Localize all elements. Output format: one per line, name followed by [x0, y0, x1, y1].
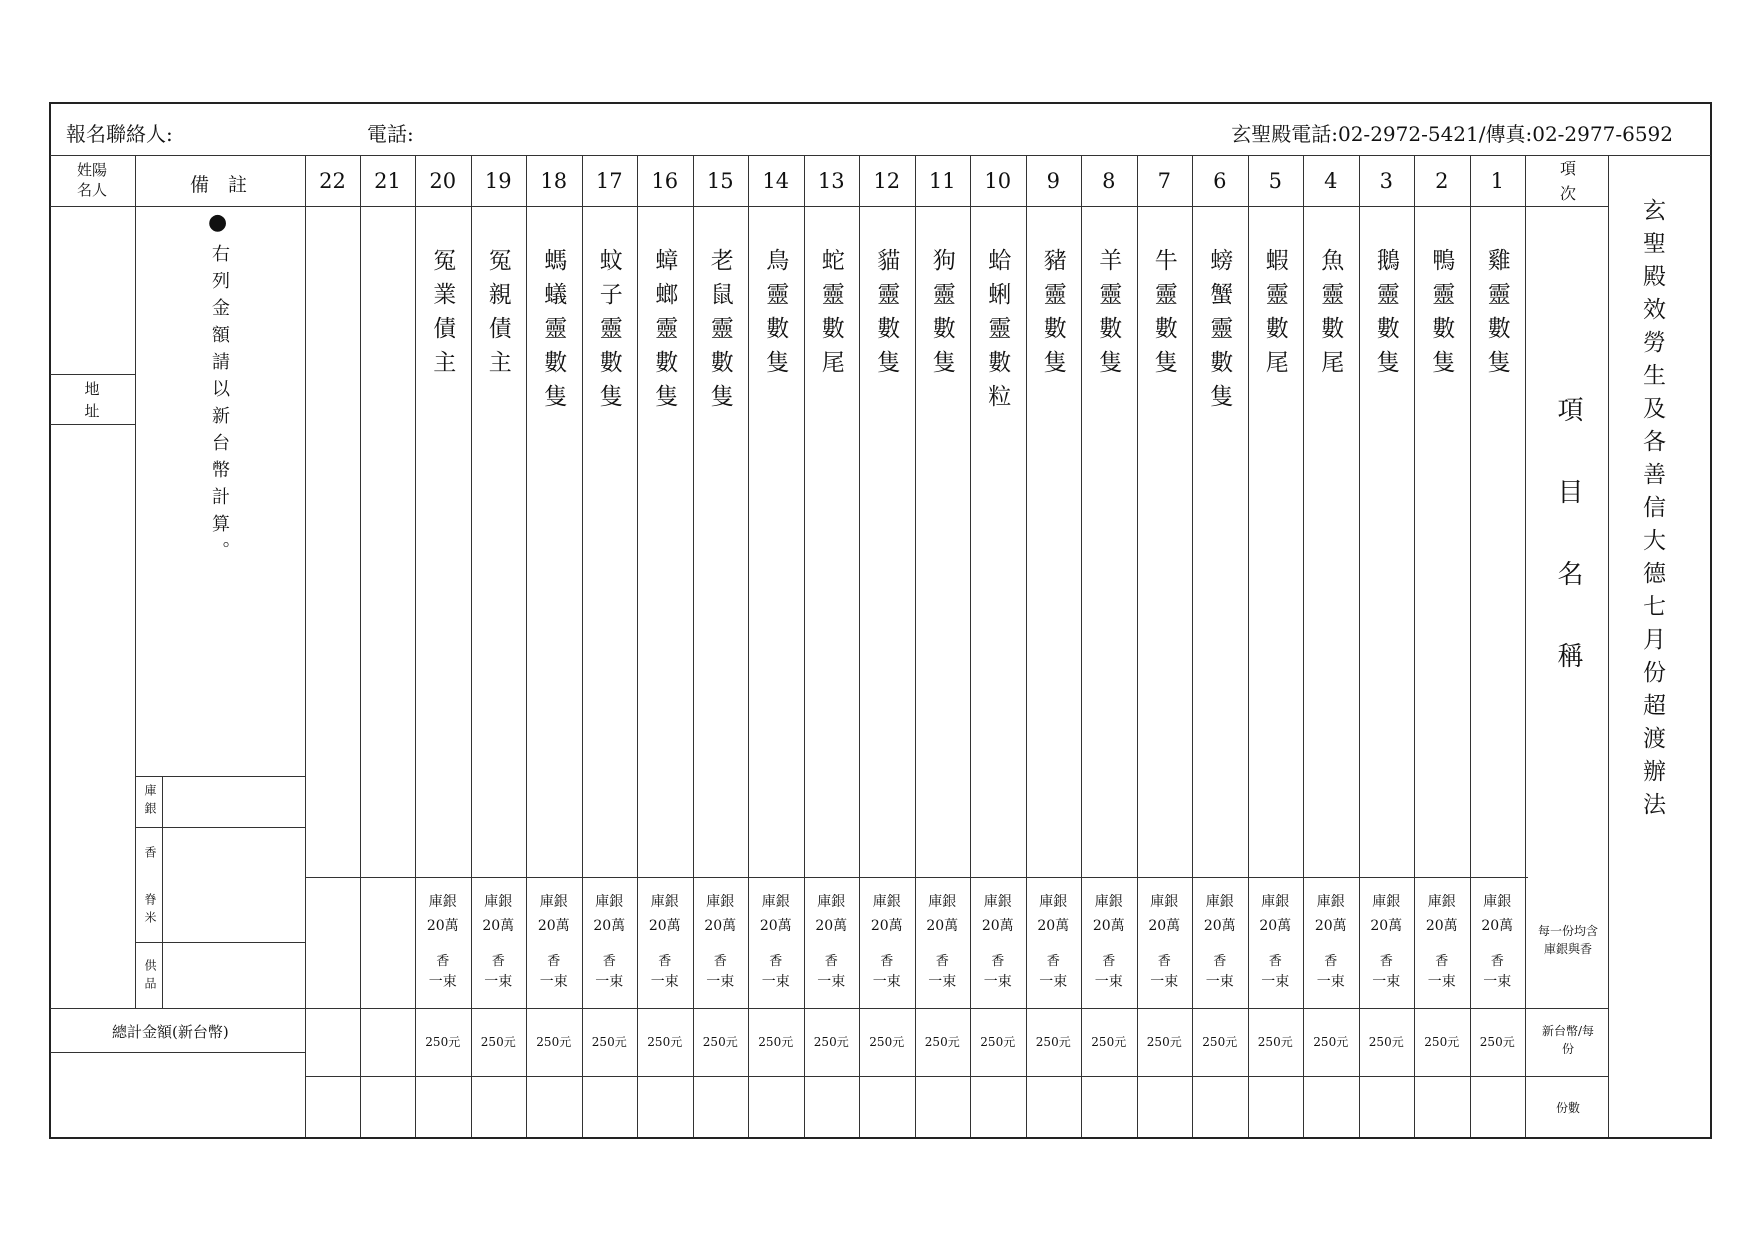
item-name-cell	[1359, 206, 1415, 876]
incense-text: 香	[1435, 954, 1449, 969]
item-price: 250元	[425, 1035, 461, 1049]
amount-text: 20萬	[1037, 918, 1070, 934]
item-price: 250元	[1146, 1035, 1182, 1049]
col-header-22: 22	[319, 169, 346, 193]
incense-text: 香	[1046, 954, 1060, 969]
item-price: 250元	[1368, 1035, 1404, 1049]
item-quantity-field[interactable]	[1303, 1076, 1359, 1136]
bundle-text: 一束	[595, 974, 624, 990]
kuyin-text: 庫銀	[928, 894, 957, 910]
address-label: 地 址	[84, 380, 100, 420]
item-quantity-field[interactable]	[970, 1076, 1026, 1136]
item-name: 鴨靈數隻	[1428, 248, 1455, 384]
kuyin-text: 庫銀	[1427, 894, 1456, 910]
item-name-cell	[415, 206, 471, 876]
bundle-text: 一束	[484, 974, 513, 990]
item-includes	[471, 890, 527, 1007]
item-price: 250元	[702, 1035, 738, 1049]
item-includes	[1359, 890, 1415, 1007]
item-quantity-field[interactable]	[915, 1076, 971, 1136]
item-name: 蚊子靈數隻	[595, 248, 622, 418]
item-price: 250元	[591, 1035, 627, 1049]
item-no: 6	[1213, 169, 1227, 193]
incense-text: 香	[1490, 954, 1504, 969]
item-no: 8	[1102, 169, 1116, 193]
item-name-cell	[1303, 206, 1359, 876]
item-quantity-field[interactable]	[415, 1076, 471, 1136]
incense-text: 香	[935, 954, 949, 969]
bundle-text: 一束	[983, 974, 1012, 990]
item-name: 老鼠靈數隻	[706, 248, 733, 418]
item-includes	[915, 890, 971, 1007]
incense-text: 香	[547, 954, 561, 969]
amount-text: 20萬	[1148, 918, 1181, 934]
item-includes	[693, 890, 749, 1007]
amount-text: 20萬	[759, 918, 792, 934]
bundle-text: 一束	[650, 974, 679, 990]
bundle-text: 一束	[706, 974, 735, 990]
amount-text: 20萬	[815, 918, 848, 934]
item-price: 250元	[813, 1035, 849, 1049]
bundle-text: 一束	[1427, 974, 1456, 990]
item-quantity-field[interactable]	[526, 1076, 582, 1136]
item-no: 14	[762, 169, 790, 193]
item-no: 11	[928, 169, 956, 193]
item-name-cell	[1026, 206, 1082, 876]
item-includes	[1026, 890, 1082, 1007]
item-includes	[415, 890, 471, 1007]
amount-text: 20萬	[1203, 918, 1236, 934]
item-quantity-field[interactable]	[1137, 1076, 1193, 1136]
item-no: 18	[540, 169, 568, 193]
bundle-text: 一束	[928, 974, 957, 990]
item-name: 魚靈數尾	[1317, 248, 1344, 384]
kuyin-text: 庫銀	[595, 894, 624, 910]
item-quantity-field[interactable]	[1359, 1076, 1415, 1136]
item-quantity-field[interactable]	[1470, 1076, 1526, 1136]
item-quantity-field[interactable]	[748, 1076, 804, 1136]
amount-text: 20萬	[1259, 918, 1292, 934]
item-quantity-field[interactable]	[471, 1076, 527, 1136]
item-price: 250元	[1091, 1035, 1127, 1049]
bullet-icon: ●	[208, 210, 228, 235]
item-includes	[1137, 890, 1193, 1007]
incense-text: 香	[1324, 954, 1338, 969]
item-name-cell	[1470, 206, 1526, 876]
item-includes	[1470, 890, 1526, 1007]
incense-text: 香	[713, 954, 727, 969]
total-label: 總計金額(新台幣)	[112, 1023, 229, 1041]
item-name-cell	[1248, 206, 1304, 876]
item-no: 1	[1490, 169, 1504, 193]
item-price: 250元	[536, 1035, 572, 1049]
incense-text: 香	[436, 954, 450, 969]
item-no: 13	[817, 169, 845, 193]
kuyin-text: 庫銀	[872, 894, 901, 910]
bundle-text: 一束	[817, 974, 846, 990]
temple-contact: 玄聖殿電話:02-2972-5421/傳真:02-2977-6592	[1231, 122, 1673, 146]
item-no: 4	[1324, 169, 1338, 193]
contact-label: 報名聯絡人:	[66, 122, 173, 146]
kuyin-text: 庫銀	[1372, 894, 1401, 910]
item-includes	[1248, 890, 1304, 1007]
item-includes	[637, 890, 693, 1007]
item-includes	[970, 890, 1026, 1007]
amount-text: 20萬	[1092, 918, 1125, 934]
item-name-cell	[859, 206, 915, 876]
item-name: 蝦靈數尾	[1261, 248, 1288, 384]
item-quantity-field[interactable]	[1026, 1076, 1082, 1136]
item-name: 冤業債主	[429, 248, 456, 384]
incense-text: 香	[1268, 954, 1282, 969]
item-quantity-field[interactable]	[1248, 1076, 1304, 1136]
item-name-cell	[471, 206, 527, 876]
incense-text: 香	[602, 954, 616, 969]
count-label: 份數	[1555, 1101, 1580, 1115]
item-name-cell	[693, 206, 749, 876]
item-quantity-field[interactable]	[582, 1076, 638, 1136]
bundle-text: 一束	[428, 974, 457, 990]
item-no: 15	[706, 169, 734, 193]
incense-label: 香	[143, 846, 157, 864]
kuyin-text: 庫銀	[539, 894, 568, 910]
item-includes	[582, 890, 638, 1007]
kuyin-text: 庫銀	[1094, 894, 1123, 910]
amount-text: 20萬	[1314, 918, 1347, 934]
item-no: 10	[984, 169, 1012, 193]
item-price: 250元	[1479, 1035, 1515, 1049]
col-header-21: 21	[374, 169, 401, 193]
amount-text: 20萬	[426, 918, 459, 934]
bundle-text: 一束	[761, 974, 790, 990]
item-price: 250元	[1313, 1035, 1349, 1049]
item-no: 2	[1435, 169, 1449, 193]
bundle-text: 一束	[1372, 974, 1401, 990]
item-price: 250元	[1035, 1035, 1071, 1049]
item-name: 蟑螂靈數隻	[651, 248, 678, 418]
item-price: 250元	[1257, 1035, 1293, 1049]
item-price: 250元	[980, 1035, 1016, 1049]
bundle-text: 一束	[1261, 974, 1290, 990]
item-includes	[1303, 890, 1359, 1007]
item-name-cell	[526, 206, 582, 876]
item-name: 牛靈數隻	[1150, 248, 1177, 384]
item-name: 螃蟹靈數隻	[1206, 248, 1233, 418]
amount-text: 20萬	[537, 918, 570, 934]
item-name-cell	[748, 206, 804, 876]
item-includes	[748, 890, 804, 1007]
kuyin-text: 庫銀	[1205, 894, 1234, 910]
kuyin-text: 庫銀	[1261, 894, 1290, 910]
bundle-text: 一束	[1205, 974, 1234, 990]
kuyin-text: 庫銀	[1316, 894, 1345, 910]
amount-text: 20萬	[482, 918, 515, 934]
item-price: 250元	[480, 1035, 516, 1049]
bundle-text: 一束	[1039, 974, 1068, 990]
item-name-cell	[1414, 206, 1470, 876]
kuyin-text: 庫銀	[484, 894, 513, 910]
bundle-text: 一束	[872, 974, 901, 990]
item-name: 蛤蜊靈數粒	[984, 248, 1011, 418]
item-name: 冤親債主	[484, 248, 511, 384]
item-name-cell	[637, 206, 693, 876]
offering-label: 供品	[143, 959, 157, 995]
amount-text: 20萬	[1370, 918, 1403, 934]
kuyin-label: 庫銀	[143, 784, 157, 820]
item-includes	[1192, 890, 1248, 1007]
item-includes	[1081, 890, 1137, 1007]
incense-text: 香	[1379, 954, 1393, 969]
item-no-label: 項 次	[1559, 159, 1576, 203]
item-price: 250元	[869, 1035, 905, 1049]
item-name: 蛇靈數尾	[817, 248, 844, 384]
item-no: 9	[1046, 169, 1060, 193]
incense-text: 香	[880, 954, 894, 969]
item-name: 螞蟻靈數隻	[540, 248, 567, 418]
item-name: 貓靈數隻	[873, 248, 900, 384]
item-name-cell	[970, 206, 1026, 876]
item-price: 250元	[647, 1035, 683, 1049]
item-no: 3	[1379, 169, 1393, 193]
include-label: 每一份均含 庫銀與香	[1537, 924, 1598, 956]
item-no: 7	[1157, 169, 1171, 193]
kuyin-text: 庫銀	[428, 894, 457, 910]
amount-text: 20萬	[1425, 918, 1458, 934]
item-quantity-field[interactable]	[693, 1076, 749, 1136]
item-name: 雞靈數隻	[1483, 248, 1510, 384]
item-includes	[526, 890, 582, 1007]
item-name-label: 項目名稱	[1553, 396, 1583, 724]
item-no: 17	[595, 169, 623, 193]
item-name-cell	[582, 206, 638, 876]
kuyin-text: 庫銀	[983, 894, 1012, 910]
item-price: 250元	[1424, 1035, 1460, 1049]
item-no: 20	[429, 169, 457, 193]
item-name: 豬靈數隻	[1039, 248, 1066, 384]
incense-text: 香	[769, 954, 783, 969]
remark-note: 右列金額請以新台幣計算。	[209, 244, 230, 568]
item-quantity-field[interactable]	[859, 1076, 915, 1136]
rice-label: 脊米	[143, 893, 157, 929]
item-name-cell	[1081, 206, 1137, 876]
form-title: 玄聖殿效勞生及各善信大德七月份超渡辦法	[1639, 198, 1665, 825]
kuyin-text: 庫銀	[1039, 894, 1068, 910]
bundle-text: 一束	[539, 974, 568, 990]
item-quantity-field[interactable]	[637, 1076, 693, 1136]
item-no: 19	[484, 169, 512, 193]
amount-text: 20萬	[870, 918, 903, 934]
remark-label: 備 註	[190, 174, 248, 196]
item-includes	[1414, 890, 1470, 1007]
bundle-text: 一束	[1094, 974, 1123, 990]
item-no: 5	[1268, 169, 1282, 193]
item-name-cell	[915, 206, 971, 876]
amount-text: 20萬	[926, 918, 959, 934]
item-quantity-field[interactable]	[804, 1076, 860, 1136]
bundle-text: 一束	[1316, 974, 1345, 990]
kuyin-text: 庫銀	[1483, 894, 1512, 910]
kuyin-text: 庫銀	[650, 894, 679, 910]
item-name: 羊靈數隻	[1095, 248, 1122, 384]
amount-text: 20萬	[593, 918, 626, 934]
item-price: 250元	[758, 1035, 794, 1049]
price-label: 新台幣/每 份	[1541, 1024, 1595, 1056]
phone-label: 電話:	[367, 122, 414, 146]
kuyin-text: 庫銀	[706, 894, 735, 910]
item-quantity-field[interactable]	[1081, 1076, 1137, 1136]
item-name-cell	[1137, 206, 1193, 876]
incense-text: 香	[991, 954, 1005, 969]
item-price: 250元	[1202, 1035, 1238, 1049]
amount-text: 20萬	[648, 918, 681, 934]
item-price: 250元	[924, 1035, 960, 1049]
bundle-text: 一束	[1483, 974, 1512, 990]
incense-text: 香	[1102, 954, 1116, 969]
amount-text: 20萬	[981, 918, 1014, 934]
item-no: 12	[873, 169, 901, 193]
incense-text: 香	[491, 954, 505, 969]
item-name: 鵝靈數隻	[1372, 248, 1399, 384]
incense-text: 香	[1213, 954, 1227, 969]
incense-text: 香	[1157, 954, 1171, 969]
incense-text: 香	[824, 954, 838, 969]
incense-text: 香	[658, 954, 672, 969]
kuyin-text: 庫銀	[761, 894, 790, 910]
item-includes	[804, 890, 860, 1007]
item-quantity-field[interactable]	[1192, 1076, 1248, 1136]
amount-text: 20萬	[704, 918, 737, 934]
item-no: 16	[651, 169, 679, 193]
item-name: 狗靈數隻	[928, 248, 955, 384]
bundle-text: 一束	[1150, 974, 1179, 990]
item-quantity-field[interactable]	[1414, 1076, 1470, 1136]
name-label: 姓陽 名人	[76, 161, 107, 199]
item-includes	[859, 890, 915, 1007]
kuyin-text: 庫銀	[1150, 894, 1179, 910]
item-name-cell	[804, 206, 860, 876]
item-name-cell	[1192, 206, 1248, 876]
amount-text: 20萬	[1481, 918, 1514, 934]
kuyin-text: 庫銀	[817, 894, 846, 910]
item-name: 鳥靈數隻	[762, 248, 789, 384]
